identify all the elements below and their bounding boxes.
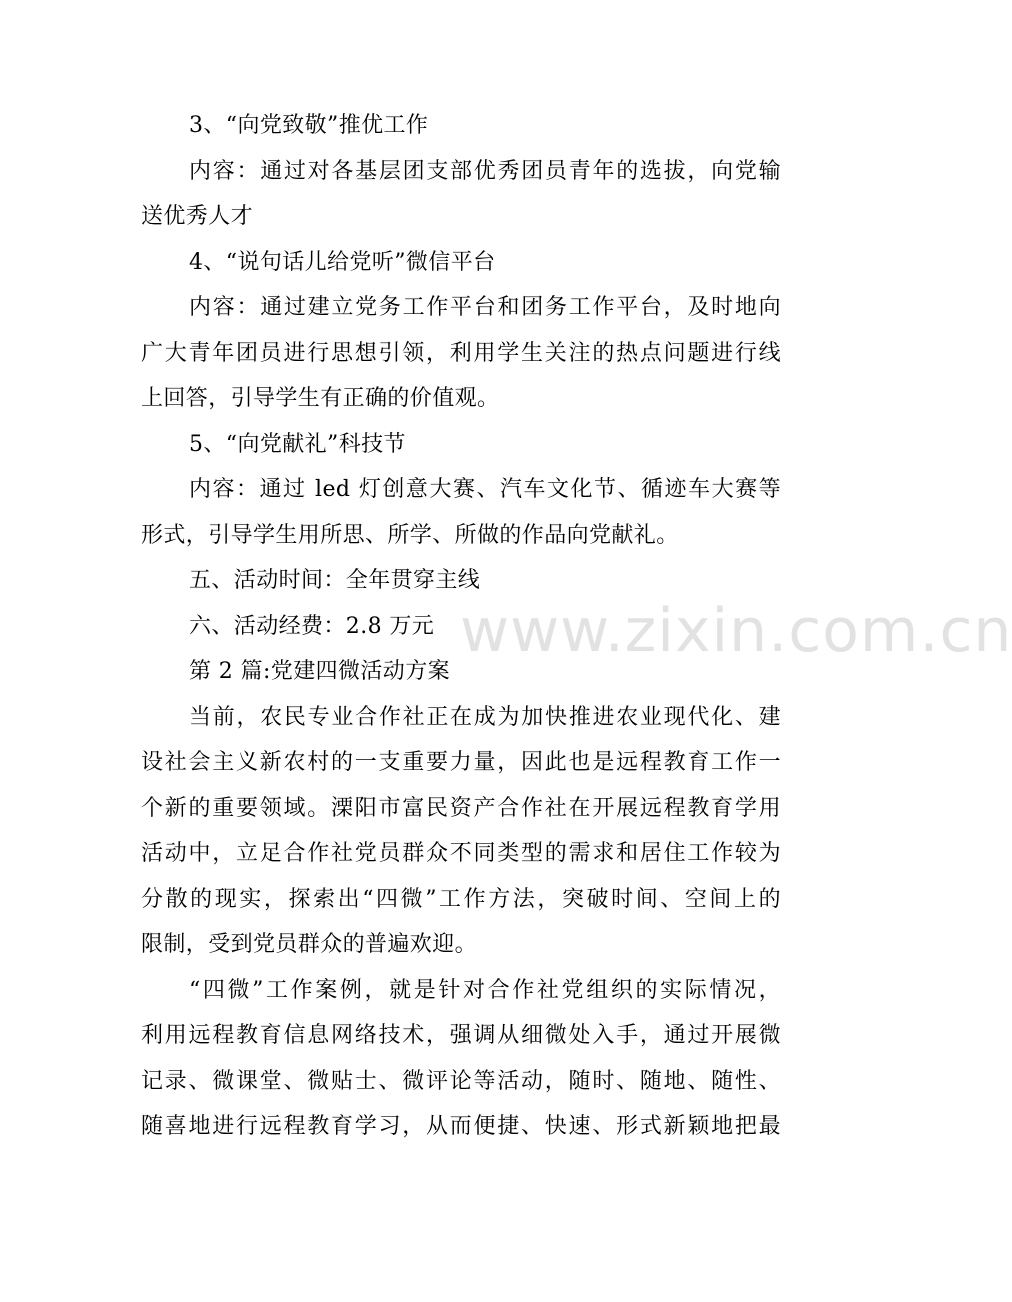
text-line: 内容：通过对各基层团支部优秀团员青年的选拔，向党输 xyxy=(189,158,781,184)
text-line: 3、“向党致敬”推优工作 xyxy=(189,113,429,138)
text-line: 记录、微课堂、微贴士、微评论等活动，随时、随地、随性、 xyxy=(141,1068,781,1094)
text-line: 广大青年团员进行思想引领，利用学生关注的热点问题进行线 xyxy=(141,340,781,366)
text-line: 内容：通过建立党务工作平台和团务工作平台，及时地向 xyxy=(189,295,781,320)
text-line: 当前，农民专业合作社正在成为加快推进农业现代化、建 xyxy=(189,704,781,730)
text-line: 随喜地进行远程教育学习，从而便捷、快速、形式新颖地把最 xyxy=(141,1114,781,1139)
text-line: 设社会主义新农村的一支重要力量，因此也是远程教育工作一 xyxy=(141,750,781,775)
text-line: 5、“向党献礼”科技节 xyxy=(189,431,406,457)
watermark-text: www.zixin.com.cn xyxy=(460,596,1012,666)
text-line: 4、“说句话儿给党听”微信平台 xyxy=(189,249,496,275)
text-line: 形式，引导学生用所思、所学、所做的作品向党献礼。 xyxy=(141,522,679,548)
text-line: 送优秀人才 xyxy=(141,204,254,229)
text-line: “四微”工作案例，就是针对合作社党组织的实际情况， xyxy=(189,977,781,1003)
text-line: 五、活动时间：全年贯穿主线 xyxy=(189,568,481,593)
text-line: 个新的重要领域。溧阳市富民资产合作社在开展远程教育学用 xyxy=(141,795,781,821)
text-line: 内容：通过 led 灯创意大赛、汽车文化节、循迹车大赛等 xyxy=(189,477,781,502)
text-line: 限制，受到党员群众的普遍欢迎。 xyxy=(141,932,478,957)
text-line: 分散的现实，探索出“四微”工作方法，突破时间、空间上的 xyxy=(141,886,781,912)
text-line: 六、活动经费：2.8 万元 xyxy=(189,613,435,639)
document-body xyxy=(141,103,781,1150)
text-line: 上回答，引导学生有正确的价值观。 xyxy=(141,386,500,411)
text-line: 利用远程教育信息网络技术，强调从细微处入手，通过开展微 xyxy=(141,1023,781,1048)
section-heading: 第 2 篇:党建四微活动方案 xyxy=(189,659,450,684)
text-line: 活动中，立足合作社党员群众不同类型的需求和居住工作较为 xyxy=(141,841,781,866)
